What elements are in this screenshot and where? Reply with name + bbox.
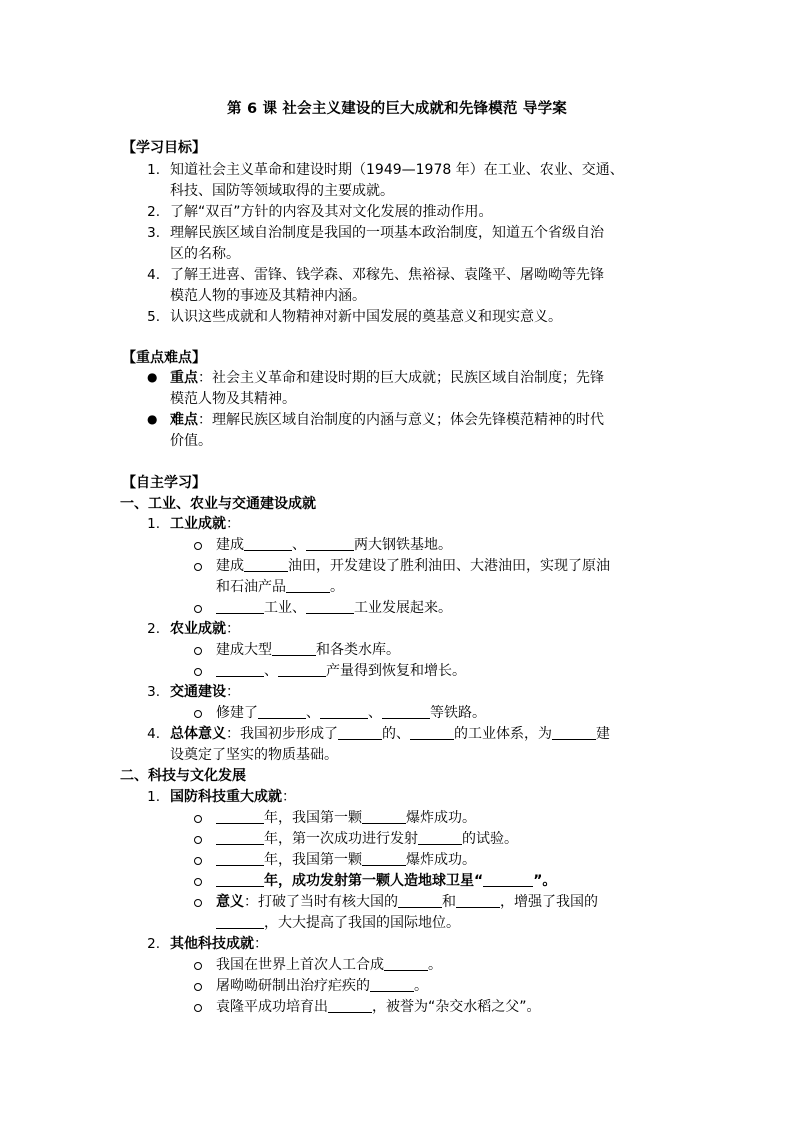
fill-in-line: 年，我国第一颗 爆炸成功。 (216, 850, 476, 870)
circle-bullet-icon (194, 605, 202, 613)
answer-blank[interactable] (384, 956, 428, 971)
goal-text: 了解王进喜、雷锋、钱学森、邓稼先、焦裕禄、袁隆平、屠呦呦等先锋 (170, 267, 604, 283)
fill-in-line: 和石油产品 。 (216, 579, 344, 595)
answer-blank[interactable] (410, 725, 454, 740)
self-study-header: 【自主学习】 (122, 475, 206, 491)
answer-blank[interactable] (278, 662, 326, 677)
item-number: 3. (147, 684, 160, 700)
answer-blank[interactable] (216, 851, 264, 866)
circle-bullet-icon (194, 878, 202, 886)
answer-blank[interactable] (306, 599, 354, 614)
answer-blank[interactable] (216, 914, 264, 929)
answer-blank[interactable] (362, 851, 406, 866)
key-point-text: 模范人物及其精神。 (170, 391, 296, 407)
answer-blank[interactable] (338, 725, 382, 740)
key-point-text: 价值。 (170, 433, 212, 449)
fill-in-line: 年，成功发射第一颗人造地球卫星“ ”。 (216, 871, 556, 891)
fill-in-line: 袁隆平成功培育出 ，被誉为“杂交水稻之父”。 (216, 999, 541, 1015)
answer-blank[interactable] (286, 578, 330, 593)
answer-blank[interactable] (398, 893, 442, 908)
circle-bullet-icon (194, 857, 202, 865)
fill-in-line: 建成 、 两大钢铁基地。 (216, 537, 452, 553)
goal-text: 了解“双百”方针的内容及其对文化发展的推动作用。 (170, 204, 493, 220)
goal-text: 理解民族区域自治制度是我国的一项基本政治制度，知道五个省级自治 (170, 225, 604, 241)
circle-bullet-icon (194, 542, 202, 550)
goal-text: 知道社会主义革命和建设时期（1949—1978 年）在工业、农业、交通、 (170, 162, 624, 178)
goal-number: 1. (147, 162, 160, 178)
circle-bullet-icon (194, 647, 202, 655)
bullet-icon: ● (147, 412, 158, 426)
answer-blank[interactable] (306, 536, 354, 551)
circle-bullet-icon (194, 983, 202, 991)
fill-in-line: 我国在世界上首次人工合成 。 (216, 957, 442, 973)
part-one-title: 一、工业、农业与交通建设成就 (120, 496, 316, 512)
goal-number: 5. (147, 309, 160, 325)
answer-blank[interactable] (362, 809, 406, 824)
answer-blank[interactable] (272, 641, 316, 656)
goal-text: 科技、国防等领域取得的主要成就。 (170, 183, 394, 199)
answer-blank[interactable] (244, 536, 292, 551)
item-label: 国防科技重大成就 (170, 789, 282, 805)
fill-in-line: 修建了 、 、 等铁路。 (216, 705, 486, 721)
circle-bullet-icon (194, 962, 202, 970)
answer-blank[interactable] (328, 998, 372, 1013)
circle-bullet-icon (194, 815, 202, 823)
circle-bullet-icon (194, 836, 202, 844)
fill-in-line: 年，我国第一颗 爆炸成功。 (216, 808, 476, 828)
fill-in-line: 年，第一次成功进行发射 的试验。 (216, 829, 518, 849)
item-label: 意义 (216, 894, 244, 910)
key-point-text: ：理解民族区域自治制度的内涵与意义；体会先锋模范精神的时代 (198, 412, 604, 428)
fill-in-line: 工业、 工业发展起来。 (216, 598, 452, 618)
fill-in-line: ，大大提高了我国的国际地位。 (216, 913, 460, 933)
answer-blank[interactable] (483, 872, 533, 887)
fill-in-line: 屠呦呦研制出治疗疟疾的 。 (216, 978, 428, 994)
answer-blank[interactable] (418, 830, 462, 845)
fill-in-line: 总体意义：我国初步形成了 的、 的工业体系，为 建 (170, 726, 610, 742)
key-points-header: 【重点难点】 (122, 350, 206, 366)
circle-bullet-icon (194, 710, 202, 718)
goal-number: 4. (147, 267, 160, 283)
answer-blank[interactable] (320, 704, 368, 719)
answer-blank[interactable] (216, 599, 264, 614)
goal-text: 区的名称。 (170, 246, 240, 262)
goal-number: 3. (147, 225, 160, 241)
item-number: 2. (147, 621, 160, 637)
fill-in-line: 、 产量得到恢复和增长。 (216, 661, 466, 681)
item-label: 工业成就 (170, 516, 226, 532)
answer-blank[interactable] (244, 557, 288, 572)
answer-blank[interactable] (216, 830, 264, 845)
item-label: 农业成就 (170, 621, 226, 637)
page-title: 第 6 课 社会主义建设的巨大成就和先锋模范 导学案 (227, 101, 567, 117)
fill-in-line: 建成 油田，开发建设了胜利油田、大港油田，实现了原油 (216, 558, 610, 574)
item-label: 交通建设 (170, 684, 226, 700)
answer-blank[interactable] (216, 809, 264, 824)
key-point-text: ：社会主义革命和建设时期的巨大成就；民族区域自治制度；先锋 (198, 370, 604, 386)
key-point-label: 重点 (170, 370, 198, 386)
item-number: 2. (147, 936, 160, 952)
item-number: 1. (147, 516, 160, 532)
fill-in-line: 建成大型 和各类水库。 (216, 642, 400, 658)
answer-blank[interactable] (216, 662, 264, 677)
item-label: 总体意义 (170, 726, 226, 742)
answer-blank[interactable] (370, 977, 414, 992)
circle-bullet-icon (194, 668, 202, 676)
document-page: 第 6 课 社会主义建设的巨大成就和先锋模范 导学案 【学习目标】 1. 知道社会主义革命和建设时期（1949—1978 年）在工业、农业、交通、 科技、国防等领域取得的主要成就。 2. 了解“双百”方针的内容及其对文化发展的推动作用。 3. 理解民族区域自治制度是我国的一项基本政治制度，知道五个省级自治 区的名称。 4. 了解王进喜、雷锋、钱学森、邓稼先、焦裕禄、袁隆平、屠呦呦等先锋 模范人物的事迹及其精神内涵。 5. 认识这些成就和人物精神对新中国发展的奠基意义和现实意义。 【重点难点】 ● 重点：社会主义革命和建设时期的巨大成就；民族区域自治制度；先锋 模范人物及其精神。 ● 难点：理解民族区域自治制度的内涵与意义；体会先锋模范精神的时代 价值。 【自主学习】 一、工业、农业与交通建设成就 1. 工业成就： 建成 、 两大钢铁基地。 建成 油田，开发建设了胜利油田、大港油田，实现了原油 和石油产品 。 工业、 工业发展起来。 2. 农业成就： 建成大型 和各类水库。 、 产量得到恢复和增长。 3. 交通建设： 修建了 、 、 等铁路。 4. 总体意义：我国初步形成了 的、 的工业体系，为 建 设奠定了坚实的物质基础。 二、科技与文化发展 1. 国防科技重大成就： 年，我国第一颗 爆炸成功。 年，第一次成功进行发射 的试验。 年，我国第一颗 爆炸成功。 年，成功发射第一颗人造地球卫星“ ”。 意义：打破了当时有核大国的 和 ，增强了我国的 ，大大提高了我国的国际地位。 2. 其他科技成就： 我国在世界上首次人工合成 。 屠呦呦研制出治疗疟疾的 。 袁隆平成功培育出 ，被誉为“杂交水稻之父”。 (0, 0, 794, 1123)
goals-header: 【学习目标】 (122, 140, 206, 156)
item-number: 4. (147, 726, 160, 742)
circle-bullet-icon (194, 563, 202, 571)
fill-in-line: 意义：打破了当时有核大国的 和 ，增强了我国的 (216, 894, 598, 910)
fill-in-line: 设奠定了坚实的物质基础。 (170, 747, 338, 763)
item-number: 1. (147, 789, 160, 805)
goal-number: 2. (147, 204, 160, 220)
answer-blank[interactable] (382, 704, 430, 719)
goal-text: 认识这些成就和人物精神对新中国发展的奠基意义和现实意义。 (170, 309, 562, 325)
answer-blank[interactable] (456, 893, 500, 908)
key-point-label: 难点 (170, 412, 198, 428)
item-label: 其他科技成就 (170, 936, 254, 952)
answer-blank[interactable] (216, 872, 264, 887)
answer-blank[interactable] (552, 725, 596, 740)
part-two-title: 二、科技与文化发展 (120, 768, 246, 784)
bullet-icon: ● (147, 370, 158, 384)
goal-text: 模范人物的事迹及其精神内涵。 (170, 288, 366, 304)
circle-bullet-icon (194, 1004, 202, 1012)
circle-bullet-icon (194, 899, 202, 907)
answer-blank[interactable] (258, 704, 306, 719)
